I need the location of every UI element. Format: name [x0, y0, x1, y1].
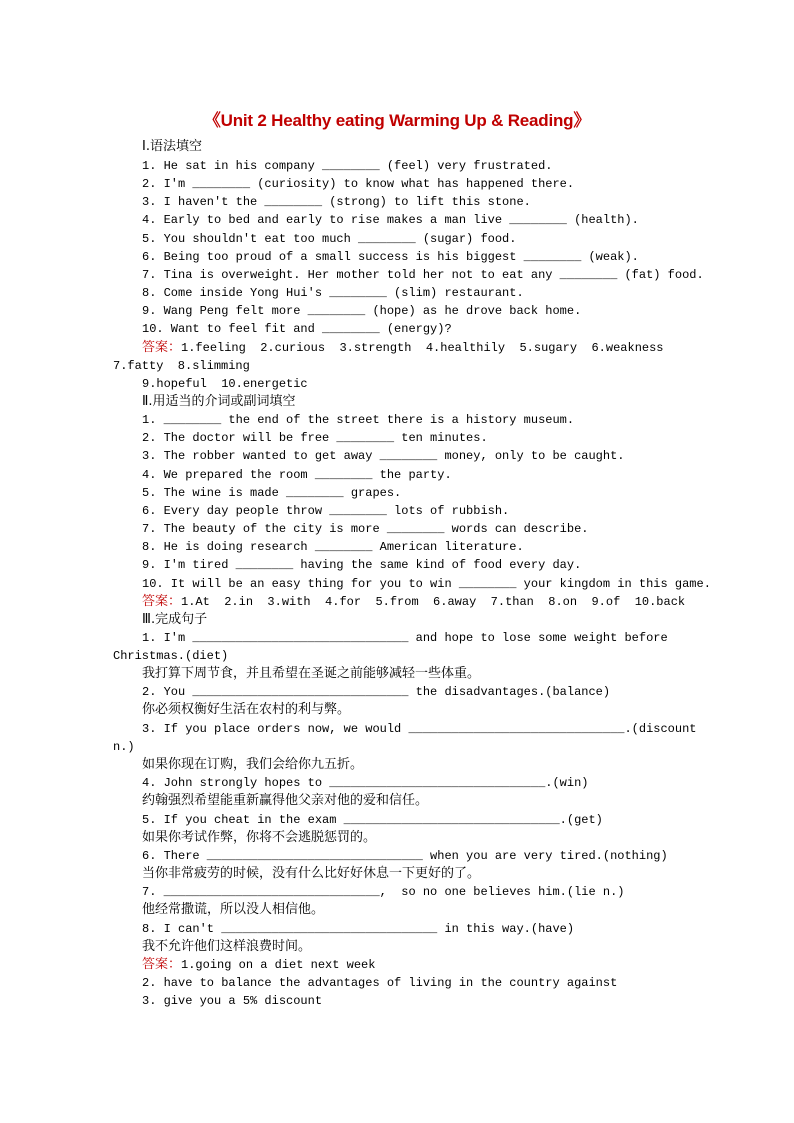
s1-item-8: 8. Come inside Yong Hui's ________ (slim) restaurant. — [142, 286, 524, 300]
s3-item-4-zh: 约翰强烈希望能重新赢得他父亲对他的爱和信任。 — [142, 793, 429, 808]
s3-item-5-zh: 如果你考试作弊，你将不会逃脱惩罚的。 — [142, 830, 377, 845]
s1-item-2: 2. I'm ________ (curiosity) to know what has happened there. — [142, 177, 575, 191]
s1-item-5: 5. You shouldn't eat too much ________ (sugar) food. — [142, 232, 517, 246]
s3-answer-text-1: 1.going on a diet next week — [181, 958, 376, 972]
s2-item-3: 3. The robber wanted to get away ________ money, only to be caught. — [142, 449, 625, 463]
s1-answer-line-1 — [142, 341, 664, 355]
s1-answer-text-1: 1.feeling 2.curious 3.strength 4.healthily 5.sugary 6.weakness — [181, 341, 664, 355]
s2-answer-line-1 — [142, 595, 685, 609]
s3-item-6-zh: 当你非常疲劳的时候，没有什么比好好休息一下更好的了。 — [142, 866, 481, 881]
s1-item-10: 10. Want to feel fit and ________ (energy)? — [142, 322, 452, 336]
s1-item-4: 4. Early to bed and early to rise makes a man live ________ (health). — [142, 213, 639, 227]
s3-item-3-zh: 如果你现在订购，我们会给你九五折。 — [142, 757, 364, 772]
s1-item-7: 7. Tina is overweight. Her mother told her not to eat any ________ (fat) food. — [142, 268, 704, 282]
s2-item-1: 1. ________ the end of the street there is a history museum. — [142, 413, 575, 427]
s1-item-9: 9. Wang Peng felt more ________ (hope) as he drove back home. — [142, 304, 582, 318]
s3-item-2-zh: 你必须权衡好生活在农村的利与弊。 — [142, 702, 351, 717]
s3-answer-line-1 — [142, 958, 375, 972]
s1-answer-line-2: 7.fatty 8.slimming — [113, 359, 250, 373]
s2-item-7: 7. The beauty of the city is more ________ words can describe. — [142, 522, 589, 536]
s2-item-2: 2. The doctor will be free ________ ten minutes. — [142, 431, 488, 445]
s3-item-5-en: 5. If you cheat in the exam ______________________________.(get) — [142, 813, 603, 827]
s1-item-3: 3. I haven't the ________ (strong) to lift this stone. — [142, 195, 531, 209]
s3-item-1-en: 1. I'm ______________________________ and hope to lose some weight before — [142, 631, 668, 645]
section-3-heading: Ⅲ.完成句子 — [142, 612, 208, 627]
section-2-heading: Ⅱ.用适当的介词或副词填空 — [142, 394, 296, 409]
s2-item-9: 9. I'm tired ________ having the same kind of food every day. — [142, 558, 582, 572]
s1-item-1: 1. He sat in his company ________ (feel) very frustrated. — [142, 159, 553, 173]
s3-item-3-en: 3. If you place orders now, we would ______________________________.(discount — [142, 722, 697, 736]
s3-item-6-en: 6. There ______________________________ when you are very tired.(nothing) — [142, 849, 668, 863]
document-title: 《Unit 2 Healthy eating Warming Up & Reading》 — [203, 111, 591, 130]
s2-item-4: 4. We prepared the room ________ the party. — [142, 468, 452, 482]
s2-item-5: 5. The wine is made ________ grapes. — [142, 486, 402, 500]
section-1-heading: Ⅰ.语法填空 — [142, 139, 202, 154]
answer-label: 答案： — [142, 594, 182, 609]
s1-item-6: 6. Being too proud of a small success is his biggest ________ (weak). — [142, 250, 639, 264]
answer-label: 答案： — [142, 340, 182, 355]
s3-item-3-en-cont: n.) — [113, 740, 135, 754]
s2-answer-text-1: 1.At 2.in 3.with 4.for 5.from 6.away 7.than 8.on 9.of 10.back — [181, 595, 686, 609]
s3-item-1-en-cont: Christmas.(diet) — [113, 649, 229, 663]
s3-answer-line-2: 2. have to balance the advantages of living in the country against — [142, 976, 618, 990]
s3-item-2-en: 2. You ______________________________ the disadvantages.(balance) — [142, 685, 611, 699]
answer-label: 答案： — [142, 957, 182, 972]
s3-item-8-en: 8. I can't ______________________________ in this way.(have) — [142, 922, 575, 936]
s3-item-1-zh: 我打算下周节食，并且希望在圣诞之前能够减轻一些体重。 — [142, 666, 481, 681]
s2-item-8: 8. He is doing research ________ American literature. — [142, 540, 524, 554]
s2-item-6: 6. Every day people throw ________ lots of rubbish. — [142, 504, 510, 518]
s1-answer-line-3: 9.hopeful 10.energetic — [142, 377, 308, 391]
s3-answer-line-3: 3. give you a 5% discount — [142, 994, 323, 1008]
s3-item-7-zh: 他经常撒谎，所以没人相信他。 — [142, 902, 325, 917]
s2-item-10: 10. It will be an easy thing for you to win ________ your kingdom in this game. — [142, 577, 711, 591]
s3-item-8-zh: 我不允许他们这样浪费时间。 — [142, 939, 312, 954]
s3-item-4-en: 4. John strongly hopes to ______________________________.(win) — [142, 776, 589, 790]
s3-item-7-en: 7. ______________________________, so no one believes him.(lie n.) — [142, 885, 625, 899]
